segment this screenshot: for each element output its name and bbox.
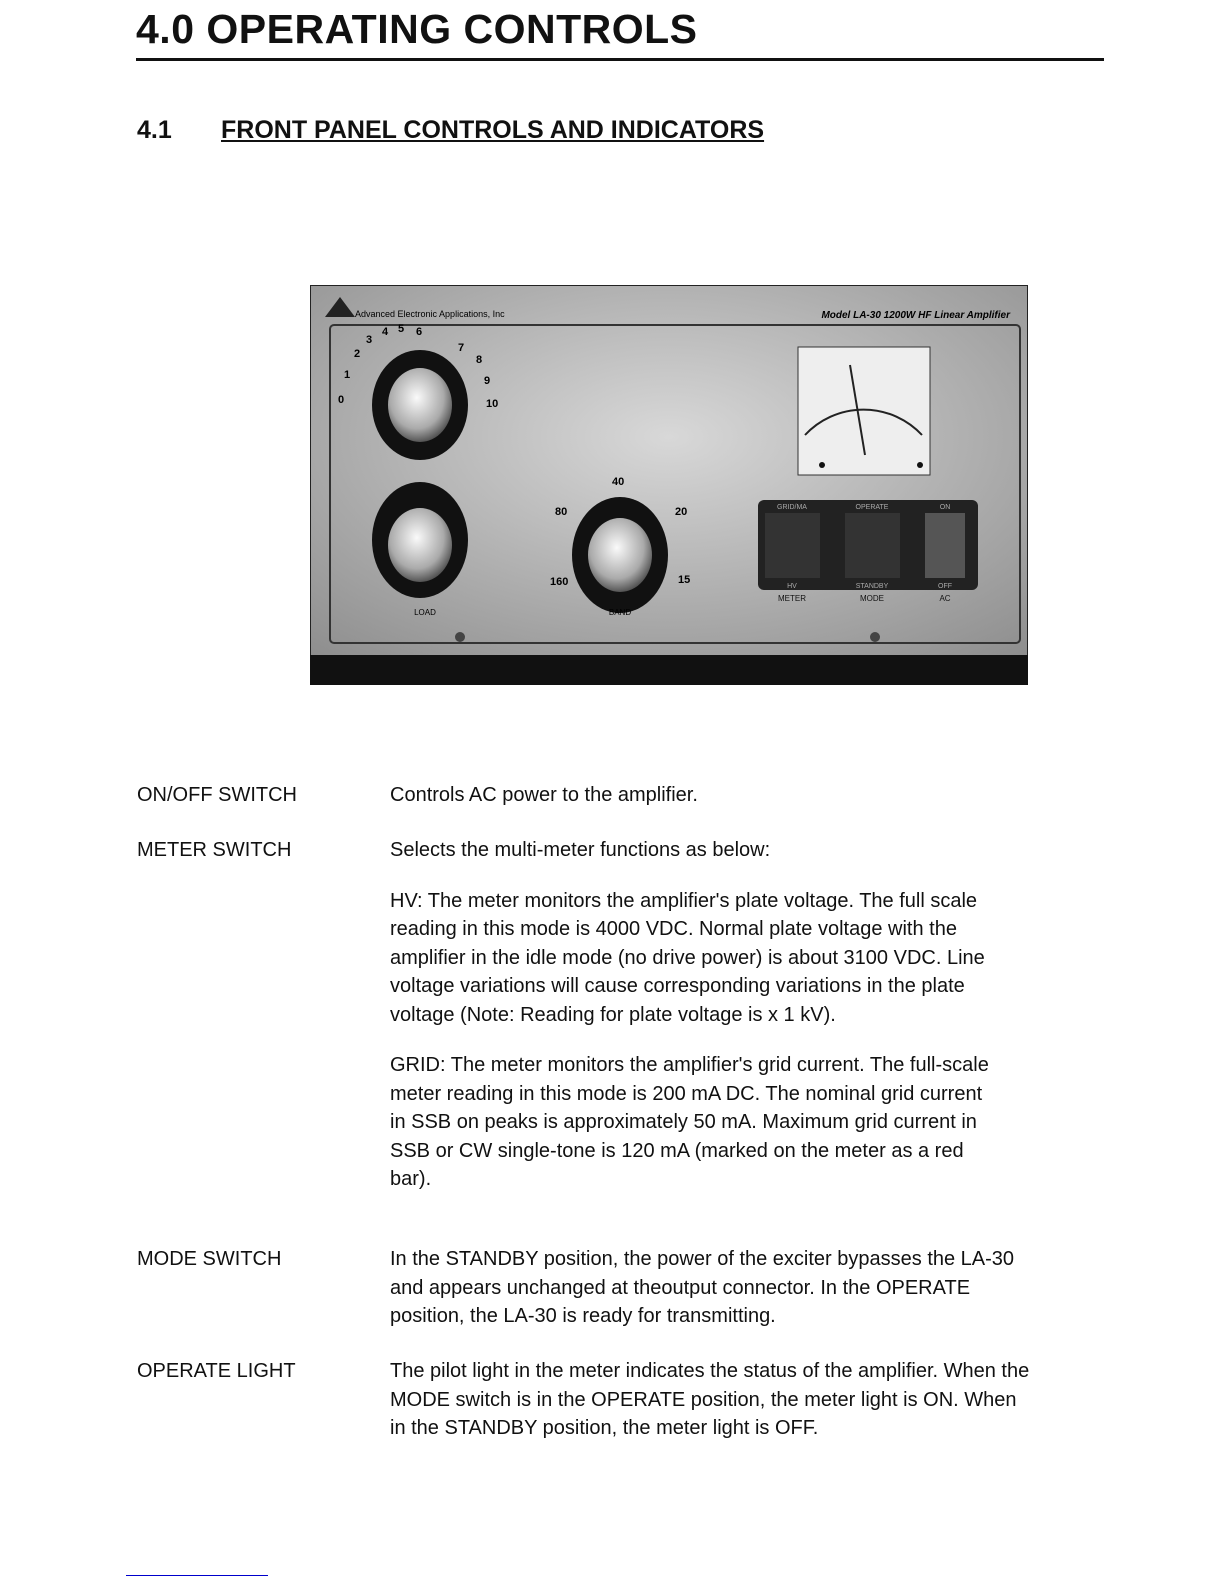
switch-top-on: ON bbox=[939, 504, 951, 511]
dial-4: 4 bbox=[382, 326, 389, 338]
band-40: 40 bbox=[612, 476, 625, 488]
grid-description: GRID: The meter monitors the amplifier's grid current. The full-scale meter reading in this mode is 200 mA DC. The nominal grid current in SSB on peaks is approximately 50 mA. Maximum grid current in SSB or CW single-tone is 120 mA (marked on the meter as a red bar). bbox=[390, 1054, 989, 1190]
dial-7: 7 bbox=[458, 342, 465, 354]
model-label: Model LA-30 1200W HF Linear Amplifier bbox=[821, 310, 1010, 321]
switch-name-meter: METER bbox=[778, 594, 806, 603]
switch-top-operate: OPERATE bbox=[855, 504, 889, 511]
chapter-heading: 4.0 OPERATING CONTROLS bbox=[136, 6, 698, 52]
control-label: METER SWITCH bbox=[137, 839, 292, 861]
section-title: FRONT PANEL CONTROLS AND INDICATORS bbox=[221, 116, 765, 144]
section-heading bbox=[137, 116, 764, 145]
band-160: 160 bbox=[550, 576, 569, 588]
dial-3: 3 bbox=[366, 334, 373, 346]
band-80: 80 bbox=[555, 506, 568, 518]
switch-name-mode: MODE bbox=[860, 594, 884, 603]
dial-8: 8 bbox=[476, 354, 483, 366]
dial-2: 2 bbox=[354, 348, 361, 360]
switch-bottom-standby: STANDBY bbox=[855, 583, 889, 590]
control-description: In the STANDBY position, the power of the exciter bypasses the LA-30 and appears unchanged at theoutput connector. In the OPERATE position, the LA-30 is ready for transmitting. bbox=[390, 1248, 1015, 1327]
dial-6: 6 bbox=[416, 326, 423, 338]
footer-rule bbox=[126, 1575, 268, 1576]
control-description: Selects the multi-meter functions as below: bbox=[390, 839, 771, 861]
knob-label-band: BAND bbox=[608, 608, 632, 617]
switch-bottom-off: OFF bbox=[938, 583, 952, 590]
control-label: MODE SWITCH bbox=[137, 1248, 282, 1270]
band-20: 20 bbox=[675, 506, 688, 518]
dial-10: 10 bbox=[486, 398, 499, 410]
switch-bottom-hv: HV bbox=[787, 583, 797, 590]
dial-5: 5 bbox=[398, 323, 405, 335]
heading-rule bbox=[136, 58, 1104, 61]
dial-1: 1 bbox=[344, 369, 351, 381]
band-15: 15 bbox=[678, 574, 691, 586]
section-number: 4.1 bbox=[137, 116, 172, 144]
amplifier-front-panel-photo bbox=[310, 285, 1028, 685]
control-description: The pilot light in the meter indicates the status of the amplifier. When the MODE switch is in the OPERATE position, the meter light is ON. When in the STANDBY position, the meter light is OFF. bbox=[390, 1360, 1030, 1439]
control-label: ON/OFF SWITCH bbox=[137, 784, 297, 806]
switch-top-grid: GRID/MA bbox=[777, 504, 807, 511]
dial-0: 0 bbox=[338, 394, 345, 406]
control-label: OPERATE LIGHT bbox=[137, 1360, 296, 1382]
dial-9: 9 bbox=[484, 375, 491, 387]
switch-name-ac: AC bbox=[939, 594, 951, 603]
maker-label: Advanced Electronic Applications, Inc bbox=[355, 309, 505, 319]
hv-description: HV: The meter monitors the amplifier's plate voltage. The full scale reading in this mode is 4000 VDC. Normal plate voltage with the amplifier in the idle mode (no drive power) is about 3100 VDC. Line voltage variations will cause corresponding variations in the plate voltage (Note: Reading for plate voltage is x 1 kV). bbox=[390, 889, 985, 1026]
knob-label-load: LOAD bbox=[414, 608, 436, 617]
control-description: Controls AC power to the amplifier. bbox=[390, 784, 698, 806]
